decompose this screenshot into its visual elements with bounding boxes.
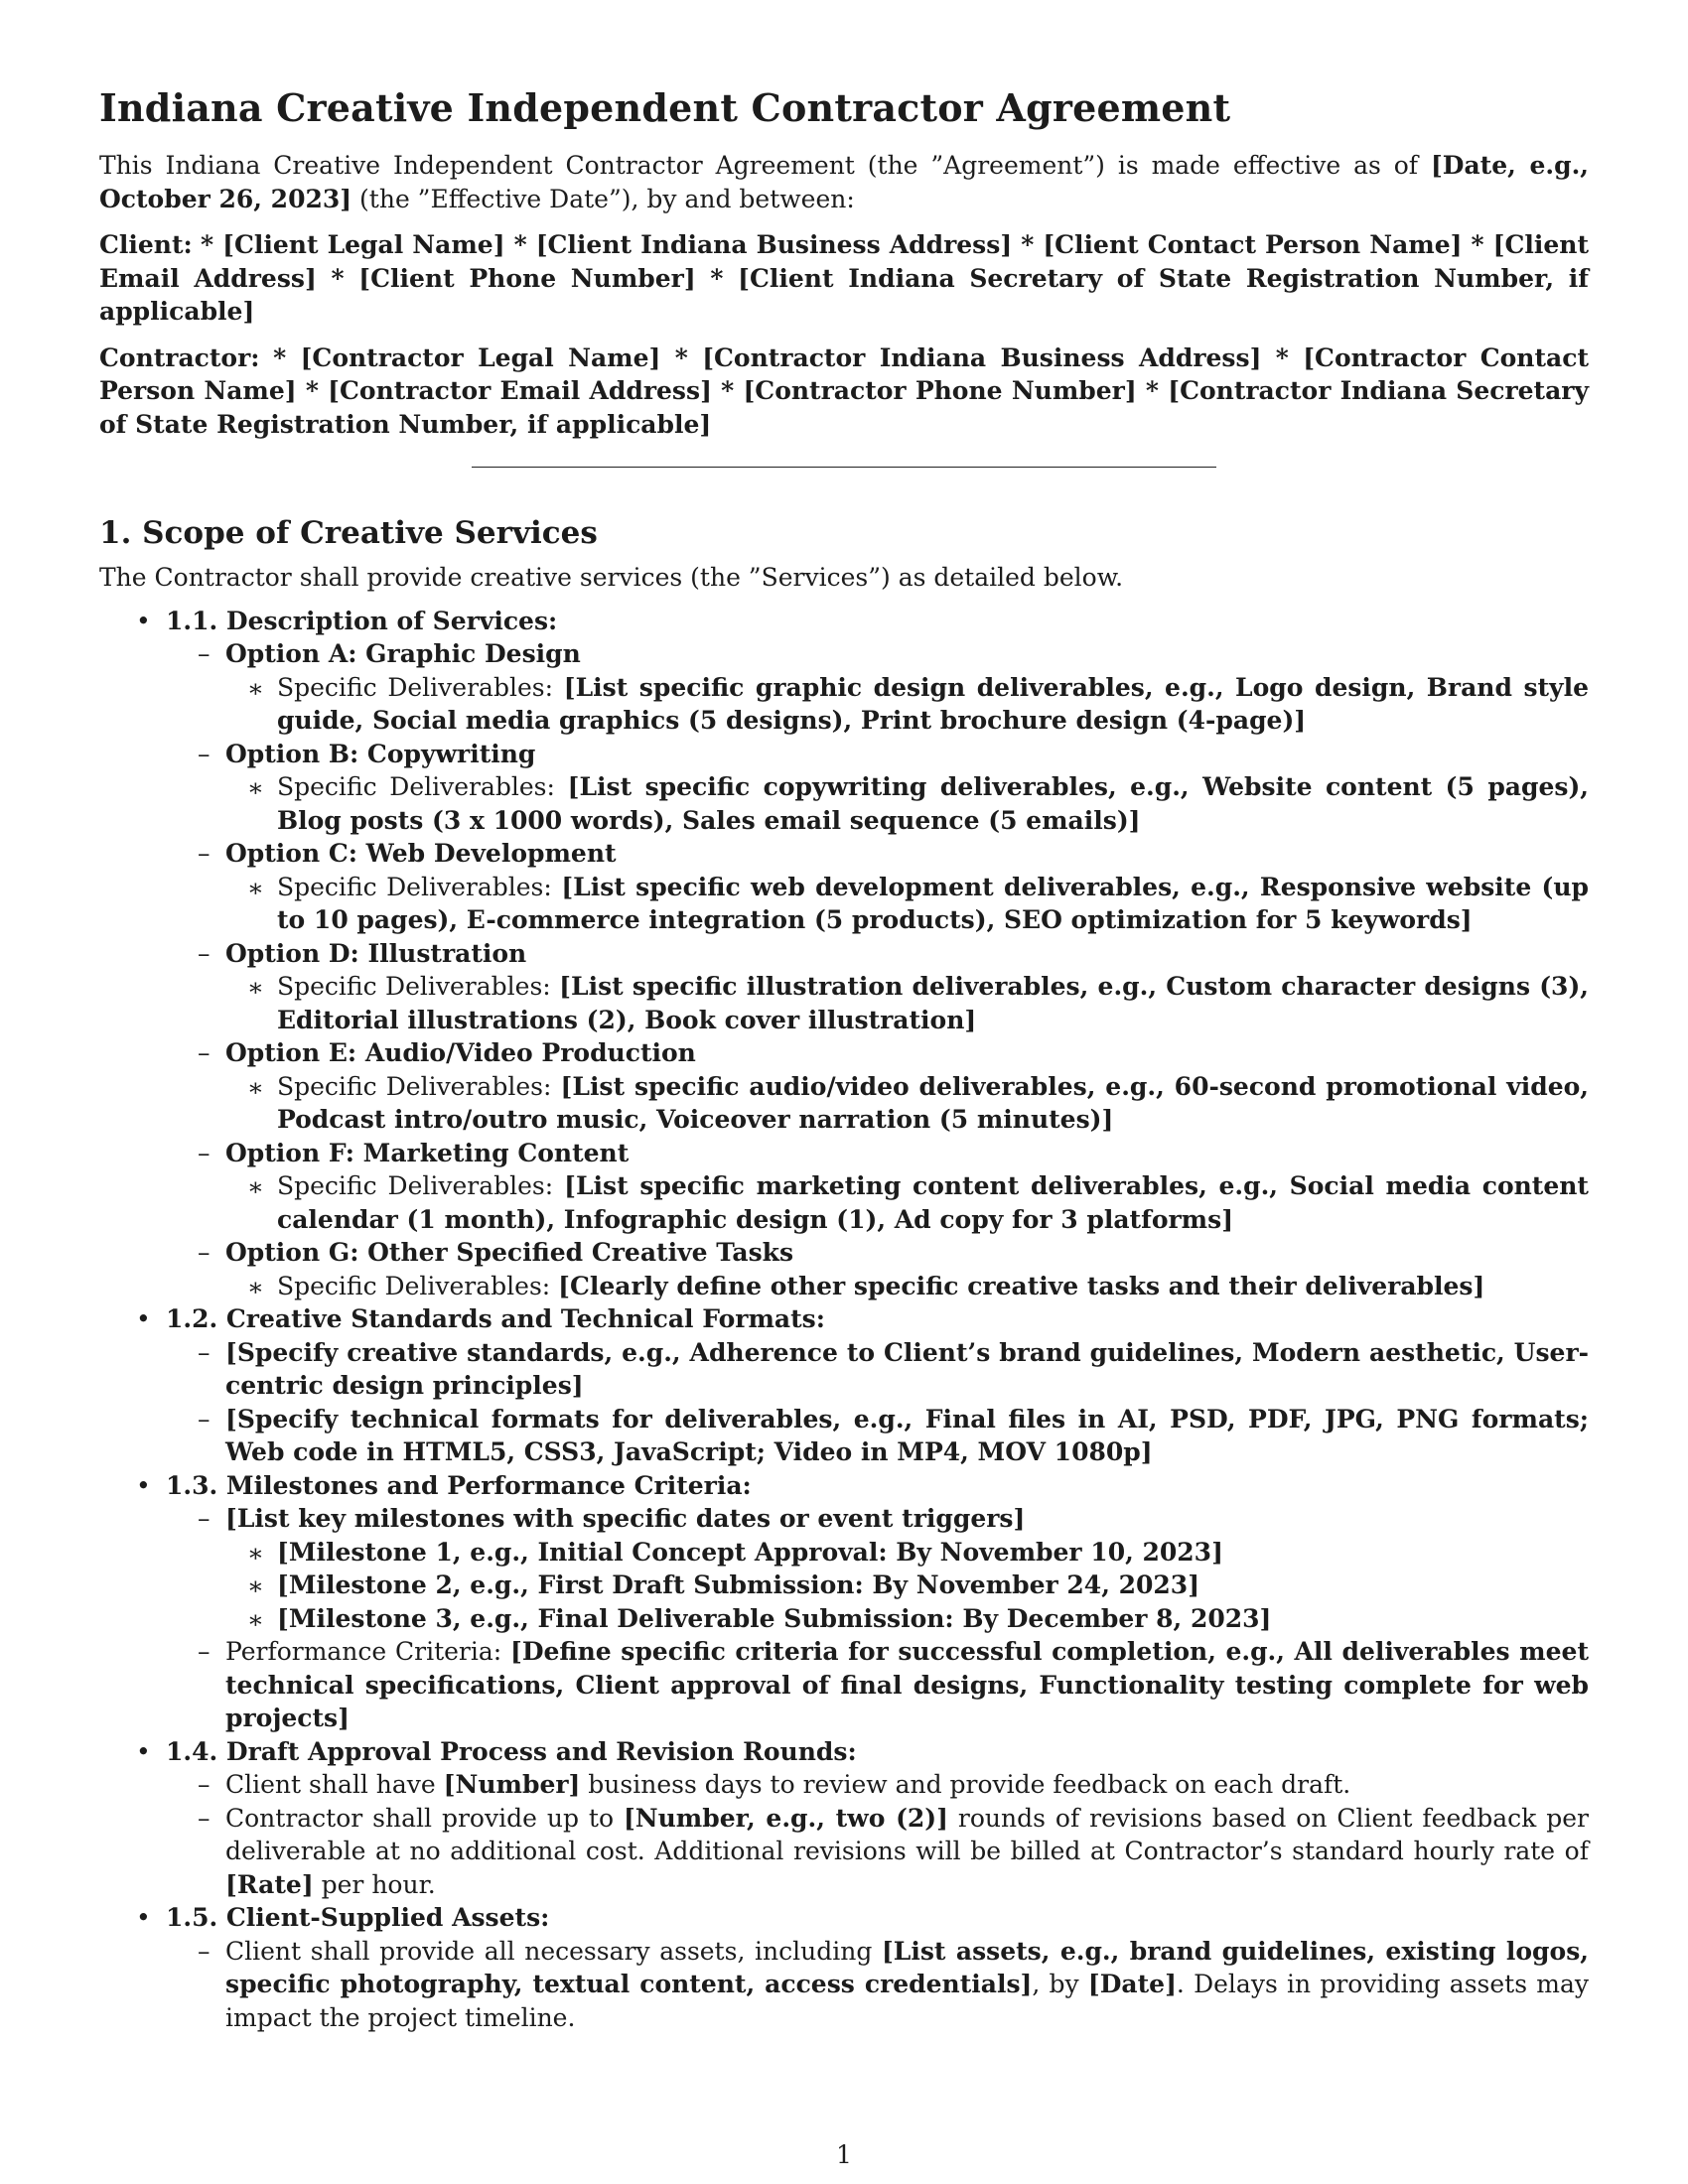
contractor-label: Contractor:: [99, 342, 260, 372]
document-title: Indiana Creative Independent Contractor Agreement: [99, 85, 1231, 130]
milestones-item: – [List key milestones with specific dates or event triggers] ∗ [Milestone 1, e.g., Initial Concept Approval: By November 10, 2023] ∗ [Milestone 2, e.g., First Draft Submission: By November 24, 2023] ∗ [Milestone 3, e.g., Final Deliverable Submission: By December 8, 2023]: [225, 1502, 1589, 1635]
list-item: • 1.5. Client-Supplied Assets: – Client shall provide all necessary assets, including [List assets, e.g., brand guidelines, existing logos, specific photography, textual content, access credentials], by [Date]. Delays in providing assets may impact the project timeline.: [99, 1901, 1589, 2034]
list-item: • 1.4. Draft Approval Process and Revision Rounds: – Client shall have [Number] business days to review and provide feedback on each draft. – Contractor shall provide up to [Number, e.g., two (2)] rounds of revisions based on Client feedback per deliverable at no additional cost. Additional revisions will be billed at Contractor’s standard hourly rate of [Rate] per hour.: [99, 1735, 1589, 1902]
assets-item: – Client shall provide all necessary assets, including [List assets, e.g., brand guidelines, existing logos, specific photography, textual content, access credentials], by [Date]. Delays in providing assets may impact the project timeline.: [225, 1935, 1589, 2035]
option-item: – Option D: Illustration ∗ Specific Deliverables: [List specific illustration deliverables, e.g., Custom character designs (3), Editorial illustrations (2), Book cover illustration]: [225, 937, 1589, 1037]
asterisk-icon: ∗: [247, 1571, 264, 1600]
option-item: – Option A: Graphic Design ∗ Specific Deliverables: [List specific graphic design deliverables, e.g., Logo design, Brand style guide, Social media graphics (5 designs), Print brochure design (4-page)]: [225, 637, 1589, 738]
dash-icon: –: [198, 839, 211, 868]
contractor-block: [99, 341, 1589, 442]
dash-icon: –: [198, 639, 211, 668]
section-intro: The Contractor shall provide creative services (the ”Services”) as detailed below.: [99, 563, 1124, 592]
milestone-item: ∗ [Milestone 1, e.g., Initial Concept Approval: By November 10, 2023]: [277, 1536, 1589, 1570]
dash-icon: –: [198, 1238, 211, 1267]
deliverable-item: ∗ Specific Deliverables: [List specific marketing content deliverables, e.g., Social media content calendar (1 month), Infographic design (1), Ad copy for 3 platforms]: [247, 1171, 1589, 1234]
asterisk-icon: ∗: [247, 973, 264, 1002]
section-heading: 1. Scope of Creative Services: [99, 515, 598, 551]
asterisk-icon: ∗: [247, 873, 264, 902]
effective-date-placeholder: [Date, e.g., October 26, 2023]: [99, 151, 1589, 213]
standards-item: – [Specify creative standards, e.g., Adherence to Client’s brand guidelines, Modern aesthetic, User-centric design principles]: [225, 1336, 1589, 1403]
asterisk-icon: ∗: [247, 1272, 264, 1301]
deliverable-item: ∗ Specific Deliverables: [List specific audio/video deliverables, e.g., 60-second promotional video, Podcast intro/outro music, Voiceover narration (5 minutes)]: [247, 1071, 1589, 1134]
asterisk-icon: ∗: [247, 1604, 264, 1634]
options-list: [166, 637, 1589, 1302]
deliverable-item: ∗ Specific Deliverables: [List specific graphic design deliverables, e.g., Logo design, Brand style guide, Social media graphics (5 designs), Print brochure design (4-page)]: [247, 672, 1589, 735]
option-item: – Option B: Copywriting ∗ Specific Deliverables: [List specific copywriting deliverables, e.g., Website content (5 pages), Blog posts (3 x 1000 words), Sales email sequence (5 emails)]: [225, 738, 1589, 838]
deliverable-item: ∗ Specific Deliverables: [Clearly define other specific creative tasks and their deliverables]: [277, 1270, 1589, 1303]
option-item: – Option C: Web Development ∗ Specific Deliverables: [List specific web development deliverables, e.g., Responsive website (up to 10 pages), E-commerce integration (5 products), SEO optimization for 5 keywords]: [225, 837, 1589, 937]
dash-icon: –: [198, 1770, 211, 1799]
contractor-fields: * [Contractor Legal Name] * [Contractor Indiana Business Address] * [Contractor Contact Person Name] * [Contractor Email Address] * [Contractor Phone Number] * [Contractor Indiana Secretary of State Registration Number, if applicable]: [99, 342, 1589, 439]
formats-item: – [Specify technical formats for deliverables, e.g., Final files in AI, PSD, PDF, JPG, PNG formats; Web code in HTML5, CSS3, JavaScript; Video in MP4, MOV 1080p]: [225, 1403, 1589, 1469]
document-page: [99, 83, 1589, 2034]
performance-criteria-item: – Performance Criteria: [Define specific criteria for successful completion, e.g., All deliverables meet technical specifications, Client approval of final designs, Functionality testing complete for web projects]: [225, 1635, 1589, 1735]
client-label: Client:: [99, 230, 193, 259]
option-item: – Option F: Marketing Content ∗ Specific Deliverables: [List specific marketing content deliverables, e.g., Social media content calendar (1 month), Infographic design (1), Ad copy for 3 platforms]: [225, 1137, 1589, 1237]
bullet-icon: •: [136, 1470, 151, 1500]
dash-icon: –: [198, 1936, 211, 1966]
asterisk-icon: ∗: [247, 773, 264, 802]
milestone-item: ∗ [Milestone 2, e.g., First Draft Submission: By November 24, 2023]: [277, 1569, 1589, 1602]
asterisk-icon: ∗: [247, 1172, 264, 1201]
milestone-item: ∗ [Milestone 3, e.g., Final Deliverable Submission: By December 8, 2023]: [277, 1602, 1589, 1636]
dash-icon: –: [198, 1637, 211, 1666]
dash-icon: –: [198, 739, 211, 768]
list-item: • 1.3. Milestones and Performance Criteria: – [List key milestones with specific dates or event triggers] ∗ [Milestone 1, e.g., Initial Concept Approval: By November 10, 2023] ∗ [Milestone 2, e.g., First Draft Submission: By November 24, 2023] ∗ [Milestone 3, e.g., Final Deliverable Submission: By December 8, 2023] – Performance Criteria: [Define specific criteria for successful completion, e.g., All deliverables meet technical specifications, Client approval of final designs, Functionality testing complete for web projects]: [99, 1469, 1589, 1735]
review-days-item: – Client shall have [Number] business days to review and provide feedback on each draft.: [225, 1768, 1589, 1802]
dash-icon: –: [198, 938, 211, 968]
dash-icon: –: [198, 1138, 211, 1167]
bullet-icon: •: [136, 606, 151, 635]
dash-icon: –: [198, 1337, 211, 1367]
intro-paragraph: This Indiana Creative Independent Contractor Agreement (the ”Agreement”) is made effective as of [Date, e.g., October 26, 2023] (the ”Effective Date”), by and between:: [99, 151, 1589, 213]
page-number: 1: [836, 2140, 852, 2169]
option-item: – Option E: Audio/Video Production ∗ Specific Deliverables: [List specific audio/video deliverables, e.g., 60-second promotional video, Podcast intro/outro music, Voiceover narration (5 minutes)]: [225, 1036, 1589, 1137]
client-fields: * [Client Legal Name] * [Client Indiana Business Address] * [Client Contact Person Name] * [Client Email Address] * [Client Phone Number] * [Client Indiana Secretary of State Registration Number, if applicable]: [99, 230, 1589, 326]
asterisk-icon: ∗: [247, 1072, 264, 1102]
list-item: • 1.2. Creative Standards and Technical Formats: – [Specify creative standards, e.g., Adherence to Client’s brand guidelines, Modern aesthetic, User-centric design principles] – [Specify technical formats for deliverables, e.g., Final files in AI, PSD, PDF, JPG, PNG formats; Web code in HTML5, CSS3, JavaScript; Video in MP4, MOV 1080p]: [99, 1302, 1589, 1469]
dash-icon: –: [198, 1404, 211, 1433]
option-item: – Option G: Other Specified Creative Tasks ∗ Specific Deliverables: [Clearly define other specific creative tasks and their deliverables]: [225, 1236, 1589, 1302]
dash-icon: –: [198, 1803, 211, 1833]
deliverable-item: ∗ Specific Deliverables: [List specific copywriting deliverables, e.g., Website content (5 pages), Blog posts (3 x 1000 words), Sales email sequence (5 emails)]: [247, 772, 1589, 835]
bullet-icon: •: [136, 1903, 151, 1932]
dash-icon: –: [198, 1504, 211, 1533]
horizontal-divider: [472, 467, 1216, 468]
scope-list: [99, 605, 1589, 2035]
bullet-icon: •: [136, 1736, 151, 1766]
bullet-icon: •: [136, 1304, 151, 1333]
asterisk-icon: ∗: [247, 673, 264, 703]
revisions-item: – Contractor shall provide up to [Number, e.g., two (2)] rounds of revisions based on Client feedback per deliverable at no additional cost. Additional revisions will be billed at Contractor’s standard hourly rate of [Rate] per hour.: [225, 1802, 1589, 1902]
list-item: • 1.1. Description of Services: – Option A: Graphic Design ∗ Specific Deliverables: [List specific graphic design deliverables, e.g., Logo design, Brand style guide, Social media graphics (5 designs), Print brochure design (4-page)] – Option B: Copywriting ∗ Specific Deliverables: [List specific copywriting deliverables, e.g., Website content (5 pages), Blog posts (3 x 1000 words), Sales email sequence (5 emails)] – Option C: Web Development ∗ Specific Deliverables: [List specific web development deliverables, e.g., Responsive website (up to 10 pages), E-commerce integration (5 products), SEO optimization for 5 keywords] – Option D: Illustration ∗ Specific Deliverables: [List specific illustration deliverables, e.g., Custom character designs (3), Editorial illustrations (2), Book cover illustration] – Option E: Audio/Video Production ∗ Specific Deliverables: [List specific audio/video deliverables, e.g., 60-second promotional video, Podcast intro/outro music, Voiceover narration (5 minutes)] – Option F: Marketing Content ∗ Specific Deliverables: [List specific marketing content deliverables, e.g., Social media content calendar (1 month), Infographic design (1), Ad copy for 3 platforms] – Option G: Other Specified Creative Tasks ∗ Specific Deliverables: [Clearly define other specific creative tasks and their deliverables]: [99, 605, 1589, 1303]
client-block: [99, 228, 1589, 329]
dash-icon: –: [198, 1038, 211, 1067]
deliverable-item: ∗ Specific Deliverables: [List specific web development deliverables, e.g., Responsive website (up to 10 pages), E-commerce integration (5 products), SEO optimization for 5 keywords]: [247, 872, 1589, 934]
asterisk-icon: ∗: [247, 1538, 264, 1568]
deliverable-item: ∗ Specific Deliverables: [List specific illustration deliverables, e.g., Custom character designs (3), Editorial illustrations (2), Book cover illustration]: [247, 972, 1589, 1034]
